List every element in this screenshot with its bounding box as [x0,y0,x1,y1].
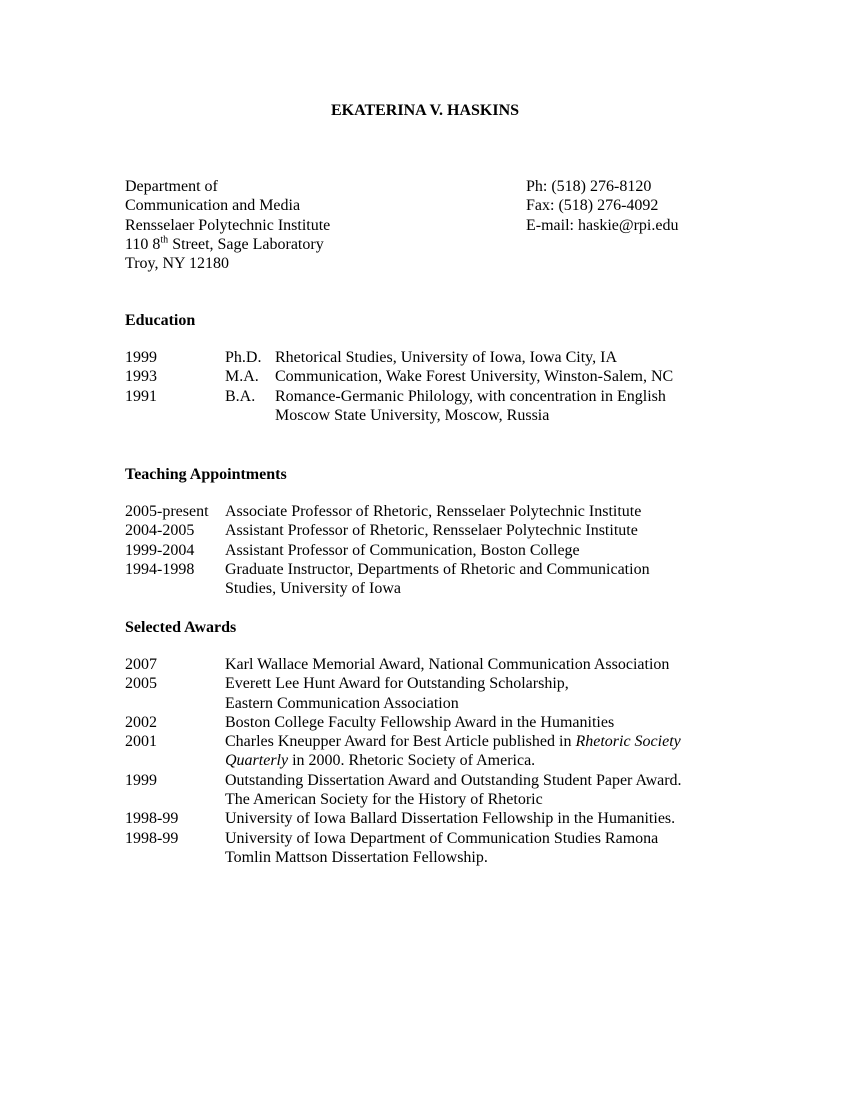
page-title: EKATERINA V. HASKINS [330,102,520,119]
entry-description [275,348,745,367]
entry-degree: B.A. [225,387,256,405]
entry-description-line: Everett Lee Hunt Award for Outstanding Scholarship, [225,675,569,693]
teaching-entry [125,541,745,560]
journal-title: Rhetoric Society [575,733,681,751]
entry-description-line: Rhetorical Studies, University of Iowa, Iowa City, IA [275,349,618,366]
entry-description-line: Assistant Professor of Rhetoric, Rensselaer Polytechnic Institute [225,522,638,540]
entry-description-line: Eastern Communication Association [225,694,459,712]
education-heading: Education [125,312,196,329]
teaching-list [125,502,745,598]
teaching-entry [125,560,745,599]
address-block [125,177,505,273]
address-line-unit: Communication and Media [125,197,301,215]
entry-description-line [225,751,745,770]
entry-description-line: University of Iowa Department of Communication Studies Ramona [225,829,659,847]
entry-description [225,829,745,868]
entry-description-line: Outstanding Dissertation Award and Outstanding Student Paper Award. [225,771,682,789]
award-entry [125,829,745,868]
entry-description-line: Graduate Instructor, Departments of Rhetoric and Communication [225,560,650,578]
teaching-entry [125,521,745,540]
street-name: Street, Sage Laboratory [168,235,324,253]
entry-year: 2001 [125,733,157,751]
entry-years: 2005-present [125,503,209,520]
teaching-heading: Teaching Appointments [125,466,287,483]
entry-description [225,771,745,810]
award-text: Charles Kneupper Award for Best Article published in [225,733,576,751]
award-entry [125,771,745,810]
entry-years: 1999-2004 [125,541,195,559]
award-entry [125,713,745,732]
education-list [125,348,745,425]
entry-description-line: Associate Professor of Rhetoric, Rensselaer Polytechnic Institute [225,503,642,520]
entry-description-line: Boston College Faculty Fellowship Award in the Humanities [225,713,615,731]
phone-number: Ph: (518) 276-8120 [526,178,652,195]
entry-year: 1998-99 [125,829,179,847]
entry-degree: Ph.D. [225,349,262,366]
address-line-city: Troy, NY 12180 [125,255,230,273]
awards-list [125,655,745,867]
award-entry [125,674,745,713]
entry-description [225,674,745,713]
entry-description [275,367,745,386]
journal-title: Quarterly [225,752,289,770]
entry-description-line: Studies, University of Iowa [225,580,401,598]
education-entry [125,367,745,386]
award-entry [125,732,745,771]
entry-description [225,713,745,732]
teaching-entry [125,502,745,521]
entry-year: 1993 [125,368,157,386]
address-line-street [125,235,505,254]
entry-description-line: Moscow State University, Moscow, Russia [275,406,550,424]
education-entry [125,387,745,426]
award-text: in 2000. Rhetoric Society of America. [288,752,536,770]
entry-years: 1994-1998 [125,560,195,578]
entry-description [225,502,745,521]
email-address[interactable]: E-mail: haskie@rpi.edu [526,216,679,234]
entry-description-line: The American Society for the History of Rhetoric [225,791,543,809]
award-entry [125,655,745,674]
entry-description [225,655,745,674]
entry-year: 2002 [125,713,157,731]
entry-year: 1991 [125,387,157,405]
entry-year: 2005 [125,675,157,693]
address-line-department: Department of [125,178,218,195]
contact-block [526,177,826,235]
address-line-institution: Rensselaer Polytechnic Institute [125,216,331,234]
entry-description [225,732,745,771]
entry-description [225,521,745,540]
entry-description-line: Assistant Professor of Communication, Boston College [225,541,580,559]
entry-description-line: Romance-Germanic Philology, with concentration in English [275,387,666,405]
entry-year: 1998-99 [125,810,179,828]
entry-year: 2007 [125,656,157,673]
education-entry [125,348,745,367]
award-entry [125,809,745,828]
entry-description-line: University of Iowa Ballard Dissertation Fellowship in the Humanities. [225,810,676,828]
entry-year: 1999 [125,771,157,789]
street-number: 110 8 [125,235,161,253]
entry-description-line: Tomlin Mattson Dissertation Fellowship. [225,848,488,866]
awards-heading: Selected Awards [125,619,237,636]
fax-number: Fax: (518) 276-4092 [526,197,659,215]
entry-year: 1999 [125,349,157,366]
entry-description [225,560,745,599]
entry-description [225,809,745,828]
entry-description [225,541,745,560]
entry-degree: M.A. [225,368,259,386]
entry-years: 2004-2005 [125,522,195,540]
entry-description-line: Communication, Wake Forest University, Winston-Salem, NC [275,368,674,386]
street-ordinal-suffix: th [160,234,169,246]
entry-description-line: Karl Wallace Memorial Award, National Communication Association [225,656,670,673]
entry-description-line [225,732,745,751]
entry-description [275,387,745,426]
